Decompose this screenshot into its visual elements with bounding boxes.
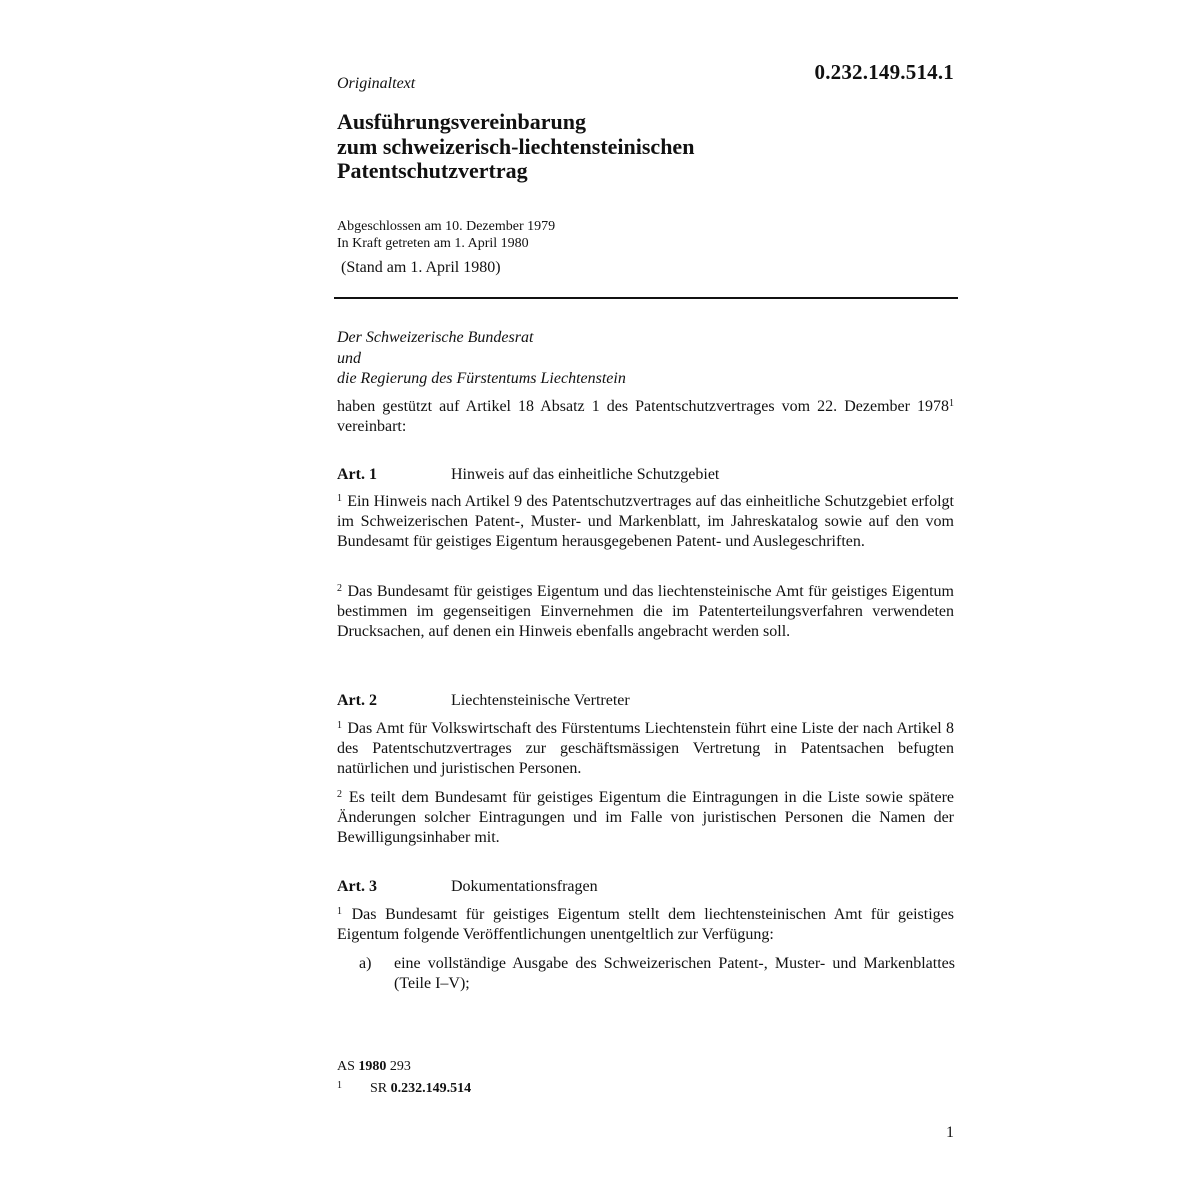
concluded-date: Abgeschlossen am 10. Dezember 1979	[337, 219, 556, 234]
sr-number: 0.232.149.514.1	[814, 60, 954, 84]
paragraph-mark: 2	[337, 789, 342, 800]
list-item-text: eine vollständige Ausgabe des Schweizerischen Patent-, Muster- und Markenblattes (Teile I–V);	[394, 955, 955, 992]
article-3-title: Dokumentationsfragen	[451, 878, 598, 895]
paragraph-mark: 1	[337, 493, 342, 504]
header-divider	[334, 297, 958, 299]
originaltext-label: Originaltext	[337, 75, 416, 92]
as-page: 293	[386, 1059, 411, 1074]
article-1-title: Hinweis auf das einheitliche Schutzgebiet	[451, 466, 720, 483]
as-prefix: AS	[337, 1059, 359, 1074]
title-line-3: Patentschutzvertrag	[337, 158, 528, 183]
document-title	[337, 110, 957, 184]
article-1-paragraph-2	[337, 582, 954, 642]
paragraph-text: Ein Hinweis nach Artikel 9 des Patentschutzvertrages auf das einheitliche Schutzgebiet erfolgt im Schweizerischen Patent-, Muster- und Markenblatt, im Jahreskatalog sowie auf den vom Bundesamt für geistiges Eigentum herausgegebenen Patent- und Auslegeschriften.	[337, 493, 955, 550]
in-force-date: In Kraft getreten am 1. April 1980	[337, 235, 529, 251]
footnote-prefix: SR	[370, 1081, 391, 1096]
footnote-1	[337, 1080, 737, 1097]
article-2-title: Liechtensteinische Vertreter	[451, 692, 630, 709]
article-3-paragraph-1	[337, 905, 954, 945]
article-3-list-item-a	[359, 954, 955, 994]
list-marker: a)	[359, 955, 372, 972]
party-2: die Regierung des Fürstentums Liechtenstein	[337, 370, 626, 387]
article-3-number: Art. 3	[337, 878, 377, 895]
paragraph-text: Das Bundesamt für geistiges Eigentum stellt dem liechtensteinischen Amt für geistiges Eigentum folgende Veröffentlichungen unentgeltlich zur Verfügung:	[337, 906, 954, 943]
paragraph-text: Das Amt für Volkswirtschaft des Fürstentums Liechtenstein führt eine Liste der nach Artikel 8 des Patentschutzvertrages zur geschäftsmässigen Vertretung in Patentsachen befugten natürlichen und juristischen Personen.	[337, 720, 954, 777]
official-collection-reference	[337, 1059, 411, 1075]
as-year: 1980	[358, 1059, 387, 1074]
page-number: 1	[946, 1124, 954, 1141]
title-line-2: zum schweizerisch-liechtensteinischen	[337, 133, 695, 159]
paragraph-text: Das Bundesamt für geistiges Eigentum und das liechtensteinische Amt für geistiges Eigentum bestimmen im gegenseitigen Einvernehmen die im Patenterteilungsverfahren verwendeten Drucksachen, auf denen ein Hinweis ebenfalls angebracht werden soll.	[337, 583, 955, 640]
article-1-heading	[337, 465, 957, 485]
article-2-paragraph-2	[337, 788, 954, 848]
party-conjunction: und	[337, 349, 361, 367]
article-1-number: Art. 1	[337, 466, 377, 483]
preamble-parties	[337, 328, 957, 390]
footnote-reference[interactable]: 1	[949, 398, 954, 409]
footnote-sr-reference[interactable]: 0.232.149.514	[390, 1081, 472, 1096]
article-2-heading	[337, 691, 957, 711]
preamble-intro	[337, 397, 954, 437]
article-3-heading	[337, 877, 957, 897]
paragraph-mark: 1	[337, 720, 342, 731]
title-line-1: Ausführungsvereinbarung	[337, 109, 586, 134]
status-date: (Stand am 1. April 1980)	[341, 259, 501, 276]
paragraph-text: Es teilt dem Bundesamt für geistiges Eigentum die Eintragungen in die Liste sowie spätere Änderungen solcher Eintragungen und im Falle von juristischen Personen die Namen der Bewilligungsinhaber mit.	[337, 789, 955, 846]
intro-text: haben gestützt auf Artikel 18 Absatz 1 des Patentschutzvertrages vom 22. Dezember 1978	[337, 398, 949, 415]
paragraph-mark: 2	[337, 583, 342, 594]
article-2-number: Art. 2	[337, 692, 377, 709]
article-1-paragraph-1	[337, 492, 954, 552]
intro-text-end: vereinbart:	[337, 418, 407, 435]
paragraph-mark: 1	[337, 906, 342, 917]
article-2-paragraph-1	[337, 719, 954, 779]
footnote-mark: 1	[337, 1080, 342, 1091]
document-dates	[337, 219, 555, 252]
party-1: Der Schweizerische Bundesrat	[337, 329, 534, 346]
